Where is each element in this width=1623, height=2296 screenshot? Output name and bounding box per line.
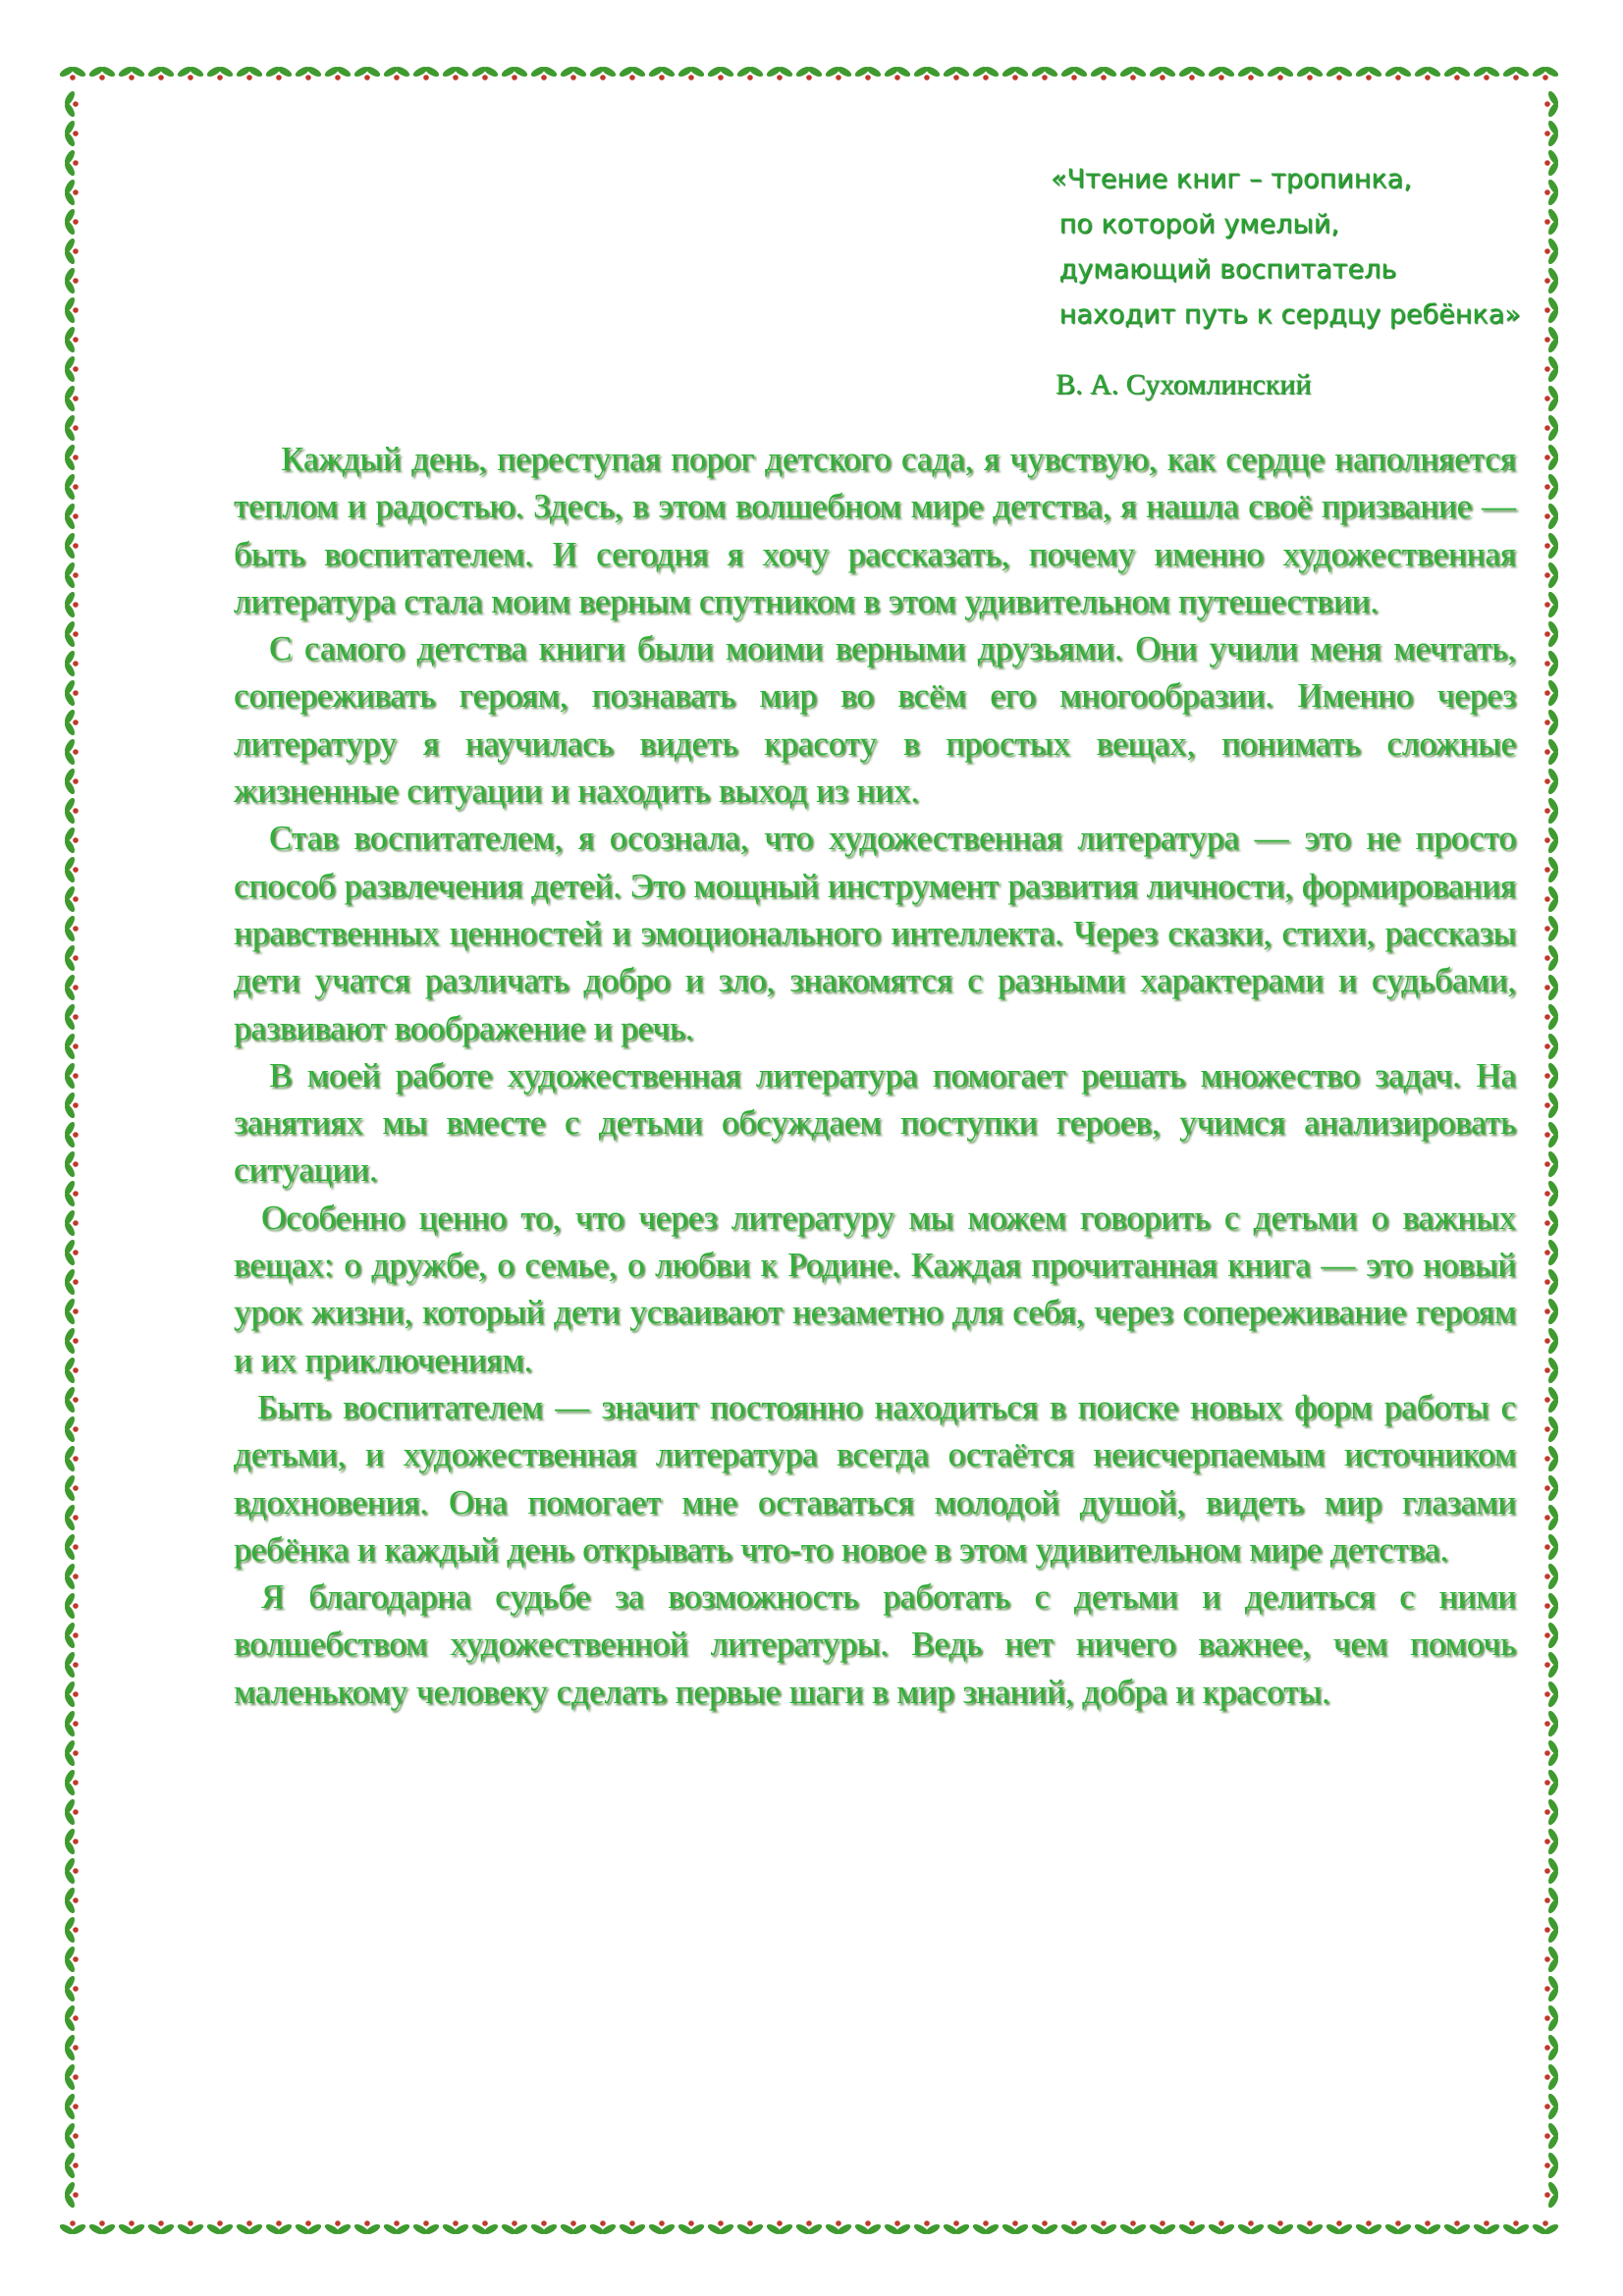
- holly-icon: [676, 2220, 705, 2236]
- holly-icon: [1544, 2003, 1560, 2032]
- holly-icon: [323, 2220, 352, 2236]
- holly-icon: [1266, 2220, 1294, 2236]
- holly-icon: [1544, 1415, 1560, 1443]
- holly-icon: [588, 65, 617, 80]
- holly-icon: [63, 1385, 79, 1414]
- holly-icon: [63, 737, 79, 766]
- holly-icon: [1544, 2180, 1560, 2209]
- holly-icon: [1544, 384, 1560, 412]
- holly-icon: [59, 2220, 87, 2236]
- holly-icon: [63, 2121, 79, 2150]
- holly-icon: [63, 1032, 79, 1060]
- holly-icon: [87, 65, 116, 80]
- holly-icon: [63, 2180, 79, 2209]
- holly-icon: [824, 65, 852, 80]
- holly-icon: [1148, 65, 1176, 80]
- holly-icon: [63, 472, 79, 501]
- holly-icon: [1059, 65, 1088, 80]
- holly-icon: [1544, 855, 1560, 883]
- holly-icon: [647, 65, 676, 80]
- holly-icon: [176, 2220, 204, 2236]
- holly-icon: [63, 266, 79, 294]
- holly-icon: [63, 1974, 79, 2002]
- holly-icon: [63, 2092, 79, 2120]
- holly-icon: [63, 855, 79, 883]
- holly-icon: [59, 65, 87, 80]
- holly-icon: [1354, 2220, 1382, 2236]
- holly-icon: [63, 1473, 79, 1502]
- holly-icon: [146, 2220, 175, 2236]
- holly-icon: [1118, 65, 1147, 80]
- holly-icon: [1544, 649, 1560, 677]
- holly-icon: [63, 1061, 79, 1090]
- holly-icon: [63, 2003, 79, 2032]
- holly-icon: [1544, 502, 1560, 530]
- holly-icon: [853, 2220, 882, 2236]
- essay-paragraph: Быть воспитателем — значит постоянно находиться в поиске новых форм работы с детьми, и художественная литература всегда остаётся неисчерпаемым источником вдохновения. Она помогает мне оставаться молодой душой, видеть мир глазами ребёнка и каждый день открывать что-то новое в этом удивительном мире детства.: [234, 1387, 1516, 1569]
- holly-icon: [1544, 1032, 1560, 1060]
- holly-icon: [1544, 1385, 1560, 1414]
- holly-icon: [63, 1267, 79, 1296]
- holly-icon: [1544, 1856, 1560, 1885]
- holly-icon: [63, 1945, 79, 1973]
- holly-icon: [117, 65, 145, 80]
- holly-icon: [1544, 973, 1560, 1001]
- holly-icon: [1544, 1238, 1560, 1266]
- essay-paragraph: Особенно ценно то, что через литературу мы можем говорить с детьми о важных вещах: о дружбе, о семье, о любви к Родине. Каждая прочитанная книга — это новый урок жизни, который дети усваивают незаметно для себя, через сопереживание героям и их приключениям.: [234, 1198, 1516, 1379]
- holly-icon: [794, 2220, 823, 2236]
- essay-paragraph: Я благодарна судьбе за возможность работать с детьми и делиться с ними волшебством художественной литературы. Ведь нет ничего важнее, чем помочь маленькому человеку сделать первые шаги в мир знаний, добра и красоты.: [234, 1577, 1516, 1711]
- holly-icon: [63, 590, 79, 618]
- holly-icon: [1501, 65, 1530, 80]
- holly-icon: [1544, 1179, 1560, 1207]
- holly-icon: [618, 2220, 646, 2236]
- holly-icon: [1544, 2121, 1560, 2150]
- holly-icon: [1544, 1267, 1560, 1296]
- holly-icon: [63, 531, 79, 560]
- holly-icon: [1544, 1680, 1560, 1708]
- holly-icon: [63, 1709, 79, 1737]
- holly-icon: [1544, 1473, 1560, 1502]
- holly-icon: [1413, 2220, 1441, 2236]
- holly-icon: [264, 2220, 293, 2236]
- holly-icon: [63, 1297, 79, 1325]
- holly-icon: [1544, 1503, 1560, 1531]
- holly-icon: [1544, 2151, 1560, 2179]
- holly-icon: [1544, 737, 1560, 766]
- holly-icon: [1544, 443, 1560, 471]
- holly-icon: [63, 1002, 79, 1031]
- holly-icon: [1030, 2220, 1058, 2236]
- holly-icon: [63, 1827, 79, 1855]
- holly-icon: [264, 65, 293, 80]
- holly-icon: [470, 2220, 499, 2236]
- holly-icon: [1544, 708, 1560, 736]
- holly-icon: [294, 65, 322, 80]
- holly-icon: [63, 1591, 79, 1620]
- holly-icon: [1544, 1326, 1560, 1355]
- holly-icon: [1544, 1709, 1560, 1737]
- holly-icon: [63, 1562, 79, 1590]
- holly-icon: [63, 678, 79, 707]
- holly-icon: [1544, 1444, 1560, 1472]
- holly-icon: [1544, 1208, 1560, 1237]
- holly-icon: [63, 1886, 79, 1914]
- holly-icon: [1544, 1356, 1560, 1384]
- epigraph-line: находит путь к сердцу ребёнка»: [1051, 299, 1521, 330]
- holly-icon: [63, 1797, 79, 1826]
- holly-icon: [1544, 561, 1560, 589]
- holly-icon: [1544, 943, 1560, 972]
- holly-icon: [1544, 619, 1560, 648]
- holly-icon: [1236, 2220, 1265, 2236]
- holly-icon: [63, 561, 79, 589]
- holly-icon: [63, 413, 79, 442]
- holly-icon: [1001, 2220, 1029, 2236]
- holly-icon: [942, 65, 970, 80]
- holly-icon: [1544, 884, 1560, 913]
- holly-icon: [735, 65, 764, 80]
- holly-icon: [529, 2220, 558, 2236]
- holly-icon: [1442, 65, 1471, 80]
- holly-icon: [63, 1120, 79, 1148]
- holly-icon: [1177, 65, 1206, 80]
- holly-icon: [559, 65, 587, 80]
- holly-icon: [63, 119, 79, 147]
- epigraph-line: думающий воспитатель: [1051, 254, 1397, 285]
- holly-icon: [63, 1091, 79, 1119]
- holly-icon: [1544, 826, 1560, 854]
- holly-icon: [63, 237, 79, 265]
- holly-icon: [63, 1208, 79, 1237]
- holly-icon: [63, 295, 79, 324]
- holly-icon: [63, 619, 79, 648]
- holly-icon: [1295, 65, 1324, 80]
- epigraph-author: В. А. Сухомлинский: [1055, 368, 1312, 400]
- holly-icon: [63, 2151, 79, 2179]
- holly-icon: [588, 2220, 617, 2236]
- holly-icon: [63, 1179, 79, 1207]
- holly-icon: [500, 2220, 528, 2236]
- holly-icon: [63, 443, 79, 471]
- holly-icon: [1544, 354, 1560, 383]
- holly-icon: [1544, 119, 1560, 147]
- holly-icon: [63, 1326, 79, 1355]
- holly-icon: [1544, 1974, 1560, 2002]
- holly-icon: [1544, 2062, 1560, 2091]
- holly-icon: [411, 2220, 440, 2236]
- epigraph: [1051, 157, 1561, 338]
- holly-icon: [853, 65, 882, 80]
- holly-icon: [735, 2220, 764, 2236]
- holly-icon: [63, 1503, 79, 1531]
- holly-icon: [63, 2033, 79, 2061]
- holly-icon: [1544, 1061, 1560, 1090]
- holly-icon: [971, 2220, 1000, 2236]
- holly-icon: [1295, 2220, 1324, 2236]
- holly-icon: [1059, 2220, 1088, 2236]
- holly-icon: [63, 325, 79, 353]
- holly-icon: [883, 2220, 911, 2236]
- holly-icon: [1544, 914, 1560, 942]
- essay-body: [234, 436, 1516, 1716]
- holly-icon: [1544, 1738, 1560, 1767]
- holly-icon: [63, 1738, 79, 1767]
- holly-icon: [235, 2220, 263, 2236]
- holly-icon: [1544, 1768, 1560, 1796]
- holly-icon: [1177, 2220, 1206, 2236]
- holly-icon: [1207, 2220, 1235, 2236]
- holly-icon: [63, 1415, 79, 1443]
- holly-icon: [1544, 2092, 1560, 2120]
- holly-icon: [618, 65, 646, 80]
- holly-icon: [63, 502, 79, 530]
- holly-icon: [1544, 1915, 1560, 1944]
- holly-icon: [1544, 2033, 1560, 2061]
- holly-icon: [63, 1915, 79, 1944]
- holly-icon: [942, 2220, 970, 2236]
- holly-icon: [1442, 2220, 1471, 2236]
- holly-icon: [529, 65, 558, 80]
- holly-icon: [205, 65, 234, 80]
- holly-icon: [1148, 2220, 1176, 2236]
- holly-icon: [1383, 65, 1412, 80]
- holly-icon: [1544, 89, 1560, 118]
- holly-icon: [1266, 65, 1294, 80]
- holly-icon: [63, 384, 79, 412]
- holly-icon: [794, 65, 823, 80]
- holly-icon: [63, 354, 79, 383]
- holly-icon: [1383, 2220, 1412, 2236]
- holly-icon: [1118, 2220, 1147, 2236]
- holly-icon: [706, 2220, 734, 2236]
- holly-icon: [63, 89, 79, 118]
- holly-icon: [1325, 2220, 1353, 2236]
- holly-icon: [1544, 531, 1560, 560]
- essay-paragraph: С самого детства книги были моими верными друзьями. Они учили меня мечтать, сопереживать героям, познавать мир во всём его многообразии. Именно через литературу я научилась видеть красоту в простых вещах, понимать сложные жизненные ситуации и находить выход из них.: [234, 629, 1516, 811]
- holly-icon: [1089, 2220, 1117, 2236]
- holly-icon: [382, 65, 410, 80]
- holly-icon: [1544, 678, 1560, 707]
- holly-icon: [1544, 1797, 1560, 1826]
- holly-icon: [1544, 590, 1560, 618]
- holly-icon: [1544, 1149, 1560, 1178]
- holly-icon: [883, 65, 911, 80]
- holly-icon: [63, 914, 79, 942]
- holly-icon: [411, 65, 440, 80]
- essay-paragraph: В моей работе художественная литература помогает решать множество задач. На занятиях мы вместе с детьми обсуждаем поступки героев, учимся анализировать ситуации.: [234, 1055, 1516, 1190]
- holly-icon: [146, 65, 175, 80]
- holly-icon: [912, 65, 941, 80]
- holly-icon: [971, 65, 1000, 80]
- holly-icon: [294, 2220, 322, 2236]
- holly-icon: [382, 2220, 410, 2236]
- holly-icon: [323, 65, 352, 80]
- holly-icon: [1001, 65, 1029, 80]
- holly-icon: [1325, 65, 1353, 80]
- holly-icon: [647, 2220, 676, 2236]
- essay-paragraph: Каждый день, переступая порог детского сада, я чувствую, как сердце наполняется теплом и радостью. Здесь, в этом волшебном мире детства, я нашла своё призвание — быть воспитателем. И сегодня я хочу рассказать, почему именно художественная литература стала моим верным спутником в этом удивительном путешествии.: [234, 440, 1516, 620]
- holly-icon: [1501, 2220, 1530, 2236]
- holly-icon: [1544, 1591, 1560, 1620]
- holly-icon: [1544, 1091, 1560, 1119]
- holly-icon: [63, 884, 79, 913]
- holly-icon: [559, 2220, 587, 2236]
- holly-icon: [1544, 1002, 1560, 1031]
- holly-icon: [1236, 65, 1265, 80]
- holly-icon: [1544, 1827, 1560, 1855]
- holly-icon: [63, 1149, 79, 1178]
- holly-icon: [500, 65, 528, 80]
- holly-icon: [1354, 65, 1382, 80]
- holly-icon: [205, 2220, 234, 2236]
- holly-icon: [63, 1621, 79, 1649]
- holly-icon: [63, 1444, 79, 1472]
- holly-icon: [1413, 65, 1441, 80]
- holly-icon: [1531, 65, 1559, 80]
- holly-icon: [352, 65, 381, 80]
- holly-icon: [1544, 1297, 1560, 1325]
- holly-icon: [117, 2220, 145, 2236]
- holly-icon: [87, 2220, 116, 2236]
- holly-icon: [1544, 767, 1560, 795]
- holly-icon: [1207, 65, 1235, 80]
- holly-icon: [63, 1680, 79, 1708]
- holly-icon: [1544, 1562, 1560, 1590]
- holly-icon: [63, 207, 79, 236]
- holly-icon: [470, 65, 499, 80]
- holly-icon: [63, 973, 79, 1001]
- holly-icon: [1544, 413, 1560, 442]
- holly-icon: [63, 148, 79, 177]
- holly-icon: [1544, 796, 1560, 825]
- holly-icon: [765, 2220, 793, 2236]
- holly-icon: [63, 1356, 79, 1384]
- holly-icon: [1544, 1650, 1560, 1679]
- holly-icon: [235, 65, 263, 80]
- holly-icon: [176, 65, 204, 80]
- holly-icon: [63, 1856, 79, 1885]
- holly-icon: [824, 2220, 852, 2236]
- holly-icon: [63, 1238, 79, 1266]
- holly-icon: [1030, 65, 1058, 80]
- holly-icon: [912, 2220, 941, 2236]
- holly-icon: [63, 178, 79, 206]
- holly-icon: [765, 65, 793, 80]
- epigraph-line: по которой умелый,: [1051, 209, 1339, 240]
- holly-icon: [1089, 65, 1117, 80]
- holly-icon: [1544, 1945, 1560, 1973]
- holly-icon: [63, 943, 79, 972]
- holly-icon: [63, 1768, 79, 1796]
- holly-icon: [63, 708, 79, 736]
- holly-icon: [1531, 2220, 1559, 2236]
- holly-icon: [63, 826, 79, 854]
- holly-icon: [1544, 1886, 1560, 1914]
- holly-icon: [63, 767, 79, 795]
- holly-icon: [63, 796, 79, 825]
- holly-icon: [352, 2220, 381, 2236]
- holly-icon: [1544, 1532, 1560, 1561]
- essay-paragraph: Став воспитателем, я осознала, что художественная литература — это не просто способ развлечения детей. Это мощный инструмент развития личности, формирования нравственных ценностей и эмоционального интеллекта. Через сказки, стихи, рассказы дети учатся различать добро и зло, знакомятся с разными характерами и судьбами, развивают воображение и речь.: [234, 819, 1516, 1047]
- holly-icon: [63, 1532, 79, 1561]
- holly-icon: [63, 2062, 79, 2091]
- holly-icon: [441, 2220, 469, 2236]
- holly-icon: [706, 65, 734, 80]
- holly-icon: [676, 65, 705, 80]
- holly-icon: [1472, 65, 1500, 80]
- holly-icon: [1472, 2220, 1500, 2236]
- epigraph-line: «Чтение книг – тропинка,: [1051, 164, 1412, 194]
- holly-icon: [1544, 1120, 1560, 1148]
- holly-icon: [63, 649, 79, 677]
- holly-icon: [63, 1650, 79, 1679]
- holly-icon: [1544, 472, 1560, 501]
- holly-icon: [441, 65, 469, 80]
- holly-icon: [1544, 1621, 1560, 1649]
